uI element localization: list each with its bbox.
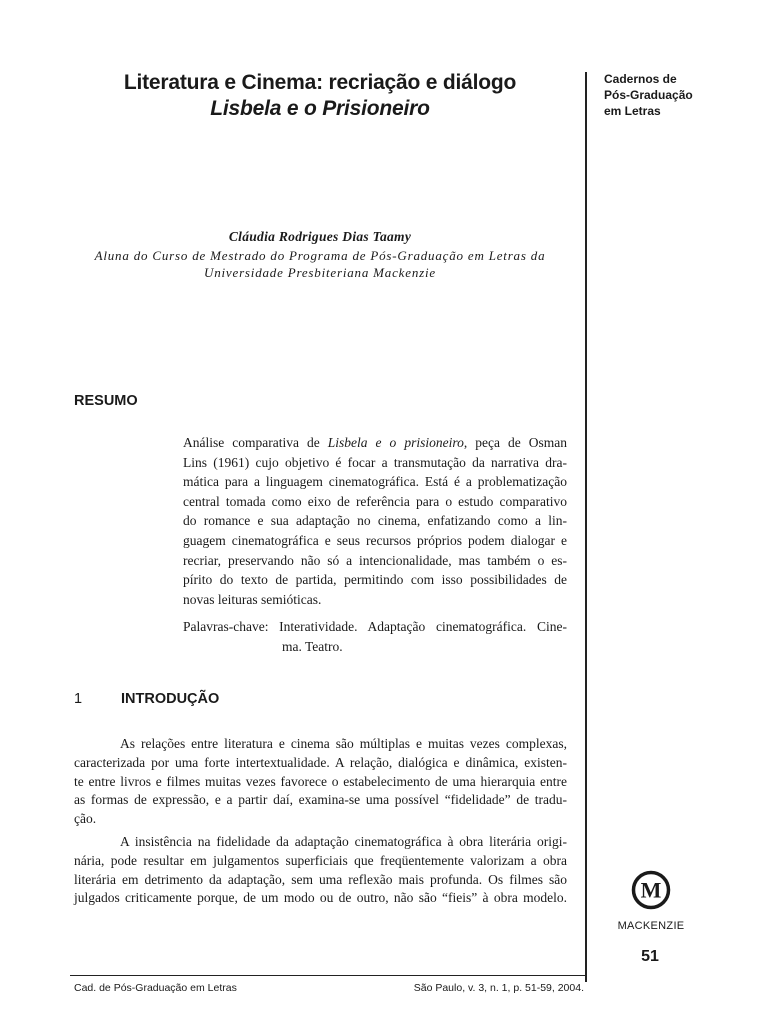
abstract-line xyxy=(183,433,567,453)
paragraph-line: ção. xyxy=(74,811,97,827)
footer-rule xyxy=(70,975,587,976)
paragraph-line: julgados criticamente porque, de um modo ou de outro, não são “fieis” à obra modelo. xyxy=(74,890,567,906)
logo-letter: M xyxy=(640,877,662,903)
play-title-italic: Lisbela e o prisioneiro xyxy=(327,435,464,450)
abstract-line: recriar, preservando não só a intencionalidade, mas também o es- xyxy=(183,552,567,568)
abstract-line: pírito do texto de partida, permitindo com isso possibilidades de xyxy=(183,572,567,588)
section-title: INTRODUÇÃO xyxy=(121,691,220,707)
paragraph-line: as formas de expressão, e a partir daí, examina-se uma possível “fidelidade” de tradu- xyxy=(74,792,567,808)
abstract-line: do romance e sua adaptação no cinema, enfatizando como a lin- xyxy=(183,513,567,529)
keywords-line-2: ma. Teatro. xyxy=(282,638,343,654)
abstract-line: central tomada como eixo de referência para o estudo comparativo xyxy=(183,493,567,509)
vertical-divider xyxy=(585,72,587,982)
journal-name-line-1: Cadernos de xyxy=(604,72,677,86)
paragraph-line: te entre livros e filmes muitas vezes favorece o estabelecimento de uma hierarquia entre xyxy=(74,773,567,789)
section-number: 1 xyxy=(74,691,83,707)
abstract-line: mática para a linguagem cinematográfica. Está é a problematização xyxy=(183,474,567,490)
abstract-text xyxy=(183,433,567,609)
abstract-line: guagem cinematográfica e seus recursos próprios podem dialogar e xyxy=(183,532,567,548)
keywords xyxy=(183,617,567,656)
abstract-heading: RESUMO xyxy=(74,393,138,409)
body-paragraph-1 xyxy=(74,735,567,829)
paragraph-line: caracterizada por uma forte intertextualidade. A relação, dialógica e dinâmica, existen- xyxy=(74,754,567,770)
article-subtitle: Lisbela e o Prisioneiro xyxy=(210,97,430,120)
affiliation-line-1: Aluna do Curso de Mestrado do Programa de Pós-Graduação em Letras da xyxy=(94,248,546,263)
page-number: 51 xyxy=(641,948,659,965)
body-paragraph-2 xyxy=(74,833,567,908)
footer-journal: Cad. de Pós-Graduação em Letras xyxy=(74,982,237,994)
journal-name-line-3: em Letras xyxy=(604,104,661,118)
abstract-text-segment: Análise comparativa de xyxy=(183,435,328,450)
keywords-line-1: Palavras-chave: Interatividade. Adaptação cinematográfica. Cine- xyxy=(183,619,567,634)
author-affiliation xyxy=(70,247,570,281)
abstract-text-segment: , peça de Osman xyxy=(463,435,567,450)
footer-citation: São Paulo, v. 3, n. 1, p. 51-59, 2004. xyxy=(413,982,584,994)
journal-name-line-2: Pós-Graduação xyxy=(604,88,693,102)
mackenzie-logo-icon xyxy=(631,870,671,910)
logo-label: MACKENZIE xyxy=(617,920,685,932)
paragraph-line: literária em detrimento da adaptação, sem uma reflexão mais profunda. Os filmes são xyxy=(74,871,567,887)
paragraph-line: A insistência na fidelidade da adaptação cinematográfica à obra literária origi- xyxy=(120,834,567,849)
paragraph-line: nária, pode resultar em julgamentos superficiais que freqüentemente valorizam a obra xyxy=(74,852,567,868)
paragraph-line: As relações entre literatura e cinema são múltiplas e muitas vezes complexas, xyxy=(120,736,567,751)
article-title: Literatura e Cinema: recriação e diálogo xyxy=(123,71,517,94)
abstract-line: novas leituras semióticas. xyxy=(183,591,322,607)
author-name: Cláudia Rodrigues Dias Taamy xyxy=(228,229,412,244)
article-title-block xyxy=(70,70,570,122)
journal-name xyxy=(604,71,714,119)
abstract-line: Lins (1961) cujo objetivo é focar a transmutação da narrativa dra- xyxy=(183,454,567,470)
affiliation-line-2: Universidade Presbiteriana Mackenzie xyxy=(204,265,436,280)
